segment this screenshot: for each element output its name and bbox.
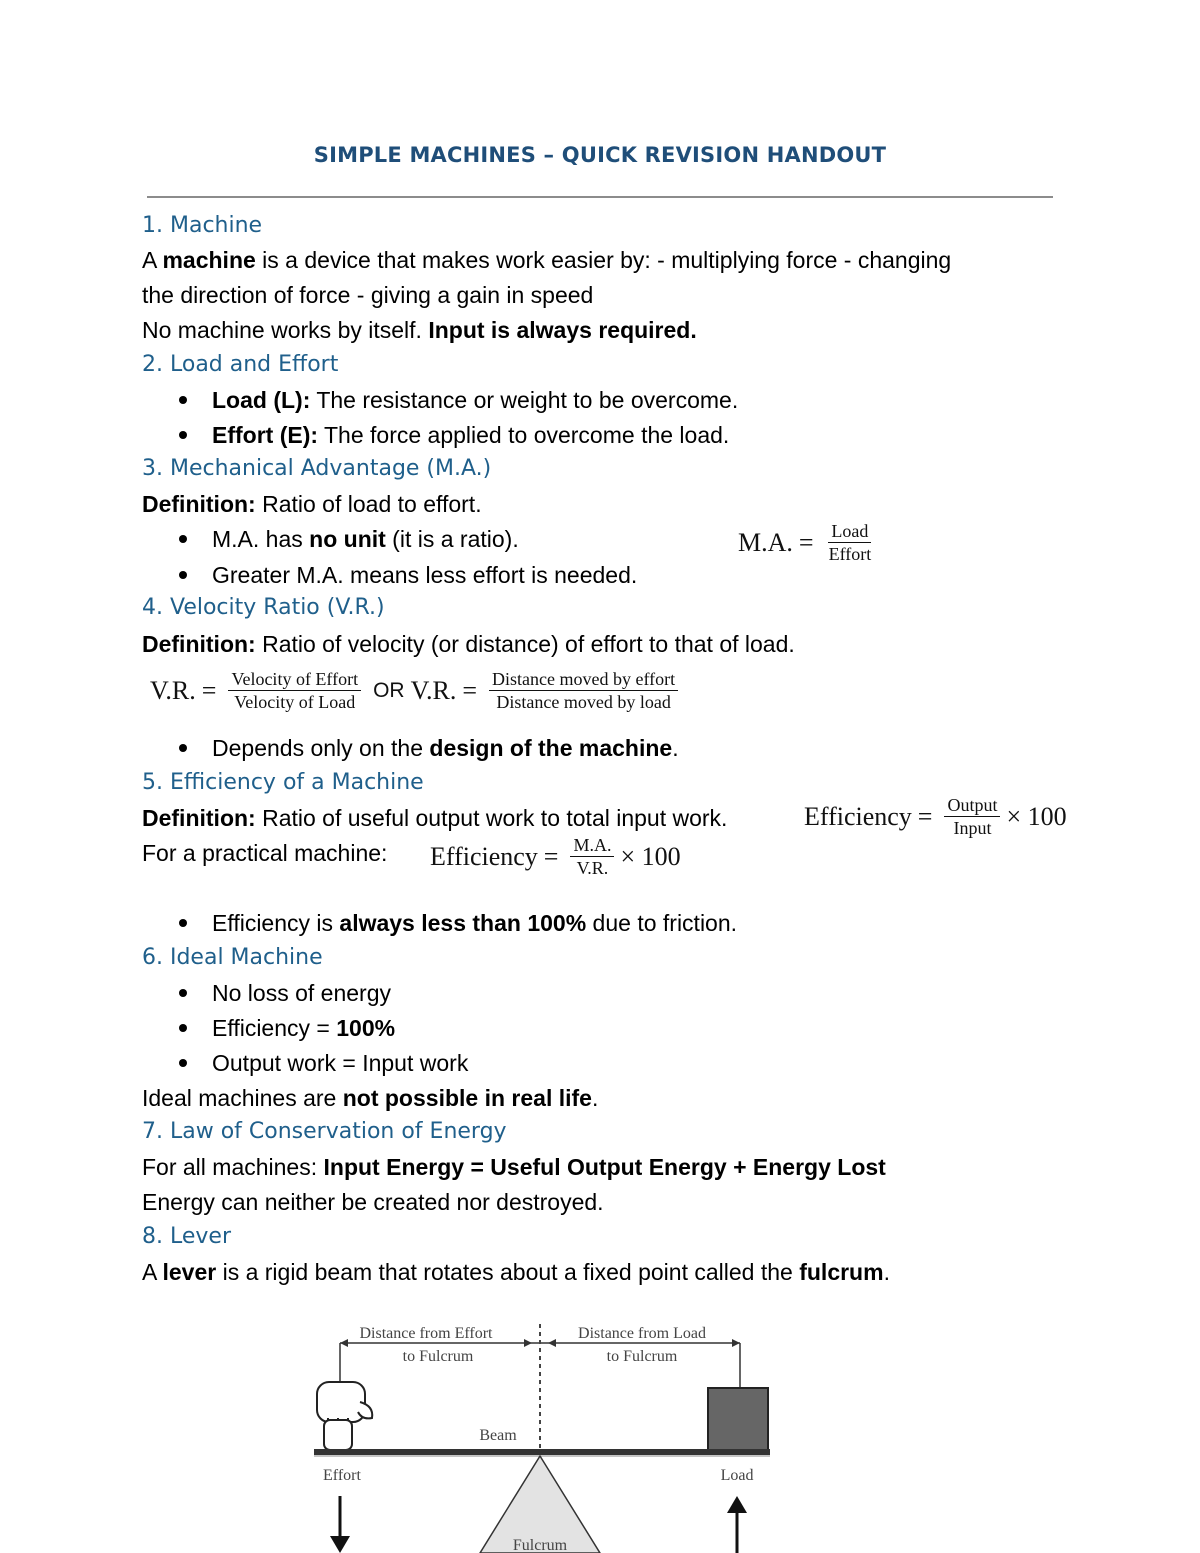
list-item-load: Load (L): The resistance or weight to be overcome. [212,387,739,413]
load-arrowhead [727,1496,747,1513]
list-item-output-input: Output work = Input work [212,1050,469,1076]
ideal-machine-note: Ideal machines are not possible in real life. [142,1085,599,1111]
list-item-vr-design: Depends only on the design of the machine. [212,735,679,761]
section-heading-load-effort: 2. Load and Effort [142,352,339,377]
section-heading-lever: 8. Lever [142,1224,231,1249]
section-heading-conservation: 7. Law of Conservation of Energy [142,1119,507,1144]
list-item-efficiency-100: Efficiency = 100% [212,1015,396,1041]
machine-definition-line1: A machine is a device that makes work easier by: - multiplying force - changing [142,247,952,273]
conservation-note: Energy can neither be created nor destroyed. [142,1189,604,1215]
dimension-arrow-mid-left [524,1339,532,1347]
ma-definition: Definition: Ratio of load to effort. [142,491,482,517]
dimension-arrow-right [732,1339,740,1347]
list-item-ma-greater: Greater M.A. means less effort is needed. [212,562,638,588]
beam-label: Beam [479,1427,517,1444]
hand-icon [317,1382,372,1450]
list-item-no-loss: No loss of energy [212,980,391,1006]
section-heading-machine: 1. Machine [142,213,263,238]
distance-load-label-1: Distance from Load [578,1325,706,1342]
distance-effort-label-2: to Fulcrum [402,1348,474,1365]
list-item-efficiency-less: Efficiency is always less than 100% due to friction. [212,910,738,936]
list-item-ma-unit: M.A. has no unit (it is a ratio). [212,526,519,552]
vr-definition: Definition: Ratio of velocity (or distance) of effort to that of load. [142,631,795,657]
conservation-law: For all machines: Input Energy = Useful Output Energy + Energy Lost [142,1154,886,1180]
efficiency-definition: Definition: Ratio of useful output work to total input work. [142,805,728,831]
lever-diagram [300,1310,790,1553]
fulcrum-label: Fulcrum [512,1537,568,1553]
practical-efficiency-formula: Efficiency = $\frac{M.A.}{V.R.}$ × 100 [430,835,681,878]
load-block [708,1388,768,1450]
title-divider [147,196,1053,198]
vr-formula: V.R. = $\frac{\text{Velocity of Effort}}{\text{Velocity of Load}}$ OR V.R. = $\frac{\text{Distance moved by effort}}{\text{Distance moved by load}}$ [150,669,684,712]
section-heading-mechanical-advantage: 3. Mechanical Advantage (M.A.) [142,456,492,481]
dimension-arrow-left [340,1339,348,1347]
dimension-arrow-mid-right [548,1339,556,1347]
load-label: Load [720,1467,754,1484]
practical-machine-label: For a practical machine: [142,840,388,866]
effort-arrowhead [330,1536,350,1553]
page-title: SIMPLE MACHINES – QUICK REVISION HANDOUT [313,143,887,167]
effort-label: Effort [323,1467,361,1484]
beam [314,1449,770,1455]
ma-formula: M.A. = $\frac{\text{Load}}{\text{Effort}}$ [738,521,872,564]
list-item-effort: Effort (E): The force applied to overcome the load. [212,422,730,448]
machine-definition-line2: the direction of force - giving a gain in speed [142,282,594,308]
section-heading-velocity-ratio: 4. Velocity Ratio (V.R.) [142,595,385,620]
distance-effort-label-1: Distance from Effort [359,1325,493,1342]
section-heading-ideal-machine: 6. Ideal Machine [142,945,323,970]
lever-definition: A lever is a rigid beam that rotates about a fixed point called the fulcrum. [142,1259,890,1285]
distance-load-label-2: to Fulcrum [606,1348,678,1365]
section-heading-efficiency: 5. Efficiency of a Machine [142,770,424,795]
machine-input-note: No machine works by itself. Input is always required. [142,317,697,343]
efficiency-formula: Efficiency = $\frac{\text{Output}}{\text{Input}}$ × 100 [804,795,1067,838]
